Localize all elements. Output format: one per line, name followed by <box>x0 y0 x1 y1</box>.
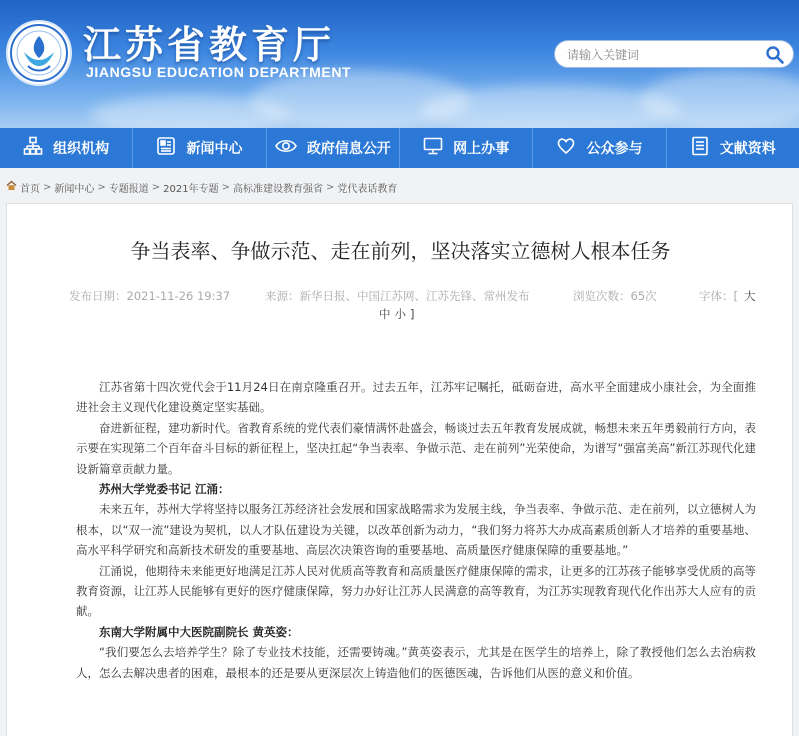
nav-label: 政府信息公开 <box>306 141 391 157</box>
speaker-heading: 苏州大学党委书记 江涌： <box>99 482 230 497</box>
article-title: 争当表率、争做示范、走在前列，坚决落实立德树人根本任务 <box>130 239 671 263</box>
search-box <box>554 40 794 68</box>
nav-label: 网上办事 <box>453 141 510 157</box>
breadcrumb-current[interactable]: 党代表话教育 <box>337 183 398 195</box>
article-body <box>76 377 756 683</box>
site-title: 江苏省教育厅 <box>83 23 336 67</box>
publish-date: 发布日期：2021-11-26 19:37 <box>69 289 231 303</box>
breadcrumb-separator: > <box>43 181 52 193</box>
font-size-label <box>699 288 756 304</box>
nav-item-news[interactable] <box>133 128 266 168</box>
article-paragraph: 奋进新征程，建功新时代。省教育系统的党代表们豪情满怀赴盛会，畅谈过去五年教育发展成就，畅想未来五年勇毅前行方向，表示要在实现第二个百年奋斗目标的新征程上，坚决扛起“争当表率、争做示范、走在前列”光荣使命，为谱写“强富美高”新江苏现代化建设新篇章贡献力量。 <box>76 420 756 476</box>
news-icon <box>156 136 186 160</box>
breadcrumb-separator: > <box>221 181 231 193</box>
breadcrumb-separator: > <box>326 181 335 193</box>
org-chart-icon <box>23 136 53 160</box>
heart-icon <box>556 136 586 160</box>
article-paragraph: 江苏省第十四次党代会于11月24日在南京隆重召开。过去五年，江苏牢记嘱托，砥砺奋进，高水平全面建成小康社会，为全面推进社会主义现代化建设奠定坚实基础。 <box>76 380 756 415</box>
font-size-large[interactable]: 大 <box>744 289 756 303</box>
search-icon[interactable] <box>765 45 785 69</box>
font-label-text: 字体：[ <box>699 289 738 303</box>
speaker-heading: 东南大学附属中大医院副院长 黄英姿： <box>99 624 299 639</box>
nav-label: 新闻中心 <box>186 141 243 157</box>
nav-item-online-service[interactable] <box>400 128 533 168</box>
breadcrumb-home[interactable]: 首页 <box>20 183 40 195</box>
home-icon <box>6 180 17 194</box>
article-panel <box>6 203 793 736</box>
eye-icon <box>275 136 307 160</box>
nav-label: 公众参与 <box>586 141 643 157</box>
article-source: 来源：新华日报、中国江苏网、江苏先锋、常州发布 <box>265 289 530 303</box>
site-subtitle: JIANGSU EDUCATION DEPARTMENT <box>86 64 352 80</box>
nav-label: 文献资料 <box>719 141 776 157</box>
nav-item-public-participation[interactable] <box>533 128 666 168</box>
font-size-medium[interactable]: 中 <box>379 307 391 321</box>
article-paragraph: 江涌说，他期待未来能更好地满足江苏人民对优质高等教育和高质量医疗健康保障的需求，让更多的江苏孩子能够享受优质的高等教育资源，让江苏人民能够有更好的医疗健康保障，努力办好让江苏人民满意的高等教育，为江苏实现教育现代化作出苏大人应有的贡献。 <box>76 563 756 619</box>
main-nav <box>0 128 799 168</box>
monitor-icon <box>423 136 453 160</box>
nav-item-documents[interactable] <box>667 128 799 168</box>
site-logo[interactable] <box>6 20 72 86</box>
site-header <box>0 0 799 128</box>
breadcrumb-2021-topic[interactable]: 2021年专题 <box>163 183 219 195</box>
nav-item-org[interactable] <box>0 128 133 168</box>
nav-item-gov-info[interactable] <box>267 128 400 168</box>
document-icon <box>690 136 720 160</box>
breadcrumb <box>6 179 397 195</box>
breadcrumb-separator: > <box>151 181 161 193</box>
font-size-controls <box>379 306 419 322</box>
font-size-small[interactable]: 小 <box>394 307 406 321</box>
breadcrumb-news-center[interactable]: 新闻中心 <box>54 183 95 195</box>
search-input[interactable] <box>567 45 757 65</box>
breadcrumb-strong-province[interactable]: 高标准建设教育强省 <box>233 183 324 195</box>
breadcrumb-separator: > <box>97 181 106 193</box>
article-paragraph: “我们要怎么去培养学生？除了专业技术技能，还需要铸魂。”黄英姿表示，尤其是在医学生的培养上，除了教授他们怎么去治病救人，怎么去解决患者的困难，最根本的还是要从更深层次上铸造他们的医德医魂，告诉他们从医的意义和价值。 <box>76 645 756 680</box>
article-paragraph: 未来五年，苏州大学将坚持以服务江苏经济社会发展和国家战略需求为发展主线，争当表率、争做示范、走在前列，以立德树人为根本，以“双一流”建设为契机，以人才队伍建设为关键，以改革创新为动力，“我们努力将苏大办成高素质创新人才培养的重要基地、高水平科学研究和高新技术研发的重要基地、高层次决策咨询的重要基地、高质量医疗健康保障的重要基地。” <box>76 502 756 558</box>
font-size-close-bracket: ] <box>410 307 415 321</box>
view-count: 浏览次数：65次 <box>573 289 657 303</box>
breadcrumb-special-report[interactable]: 专题报道 <box>108 183 149 195</box>
nav-label: 组织机构 <box>53 141 110 157</box>
